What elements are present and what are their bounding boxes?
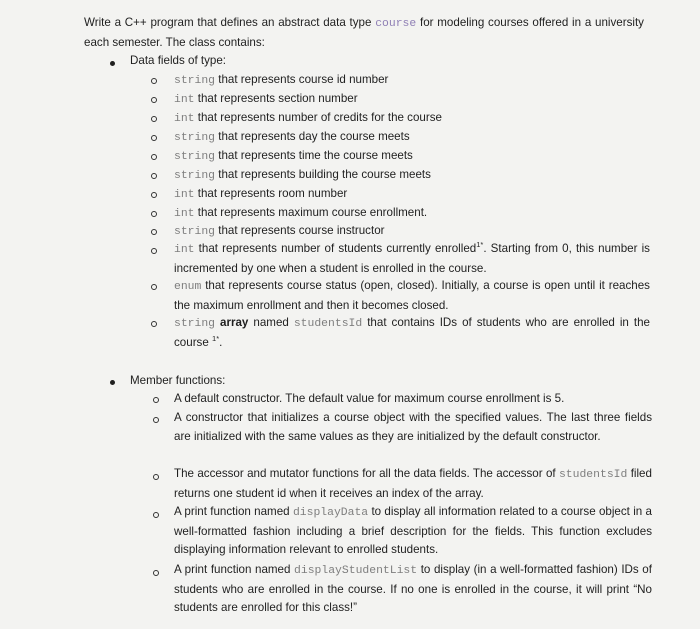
data-field-item: enum that represents course status (open, closed). Initially, a course is open until it reaches the maximum enrollment and then it becomes closed. (174, 279, 650, 312)
member-function-item: A print function named displayStudentList to display (in a well-formatted fashion) IDs of students who are enrolled in the course. If no one is enrolled in the course, it will print “No students are enrolled for this class!” (174, 563, 652, 615)
data-field-item: int that represents number of students currently enrolled$^{1*}$. Starting from 0, this number is incremented by one when a student is enrolled in the course. (174, 240, 650, 275)
member-functions-label: Member functions: (130, 374, 226, 387)
data-field-item: string that represents day the course meets (174, 130, 410, 144)
data-field-item: string that represents course id number (174, 73, 389, 87)
intro-code-course: course (375, 18, 417, 30)
sub-bullet (151, 192, 157, 198)
sub-bullet (151, 154, 157, 160)
sub-bullet (151, 135, 157, 141)
sub-bullet (153, 474, 159, 480)
sub-bullet (151, 97, 157, 103)
sub-bullet (151, 248, 157, 254)
sub-bullet (151, 173, 157, 179)
data-field-item: string array named studentsId that contains IDs of students who are enrolled in the course $^{1*}$. (174, 316, 650, 349)
data-field-item: string that represents building the course meets (174, 168, 431, 182)
member-function-item: A print function named displayData to display all information related to a course object in a well-formatted fashion including a brief description for the fields. This function excludes displaying information relevant to enrolled students. (174, 505, 652, 557)
data-field-item: int that represents section number (174, 92, 358, 106)
data-field-item: string that represents time the course meets (174, 149, 413, 163)
data-field-item: int that represents number of credits for the course (174, 111, 442, 125)
intro-paragraph (84, 14, 644, 52)
bullet-dot (110, 61, 115, 66)
sub-bullet (151, 116, 157, 122)
member-function-item: A constructor that initializes a course object with the specified values. The last three fields are initialized with the same values as they are initialized by the default constructor. (174, 411, 652, 443)
data-field-item: int that represents room number (174, 187, 348, 201)
member-function-item: A default constructor. The default value for maximum course enrollment is 5. (174, 392, 565, 405)
intro-text-1: Write a C++ program that defines an abstract data type (84, 16, 372, 29)
data-field-item: int that represents maximum course enrollment. (174, 206, 428, 220)
intro-text-2: for modeling courses offered in a university each semester. The class contains: (84, 16, 644, 49)
sub-bullet (151, 321, 157, 327)
data-fields-label: Data fields of type: (130, 54, 227, 67)
sub-bullet (153, 512, 159, 518)
sub-bullet (153, 570, 159, 576)
sub-bullet (151, 284, 157, 290)
sub-bullet (151, 211, 157, 217)
sub-bullet (151, 78, 157, 84)
bullet-dot (110, 380, 115, 385)
member-function-item: The accessor and mutator functions for all the data fields. The accessor of studentsId filed returns one student id when it receives an index of the array. (174, 467, 652, 500)
sub-bullet (151, 229, 157, 235)
data-field-item: string that represents course instructor (174, 224, 385, 238)
sub-bullet (153, 397, 159, 403)
sub-bullet (153, 417, 159, 423)
